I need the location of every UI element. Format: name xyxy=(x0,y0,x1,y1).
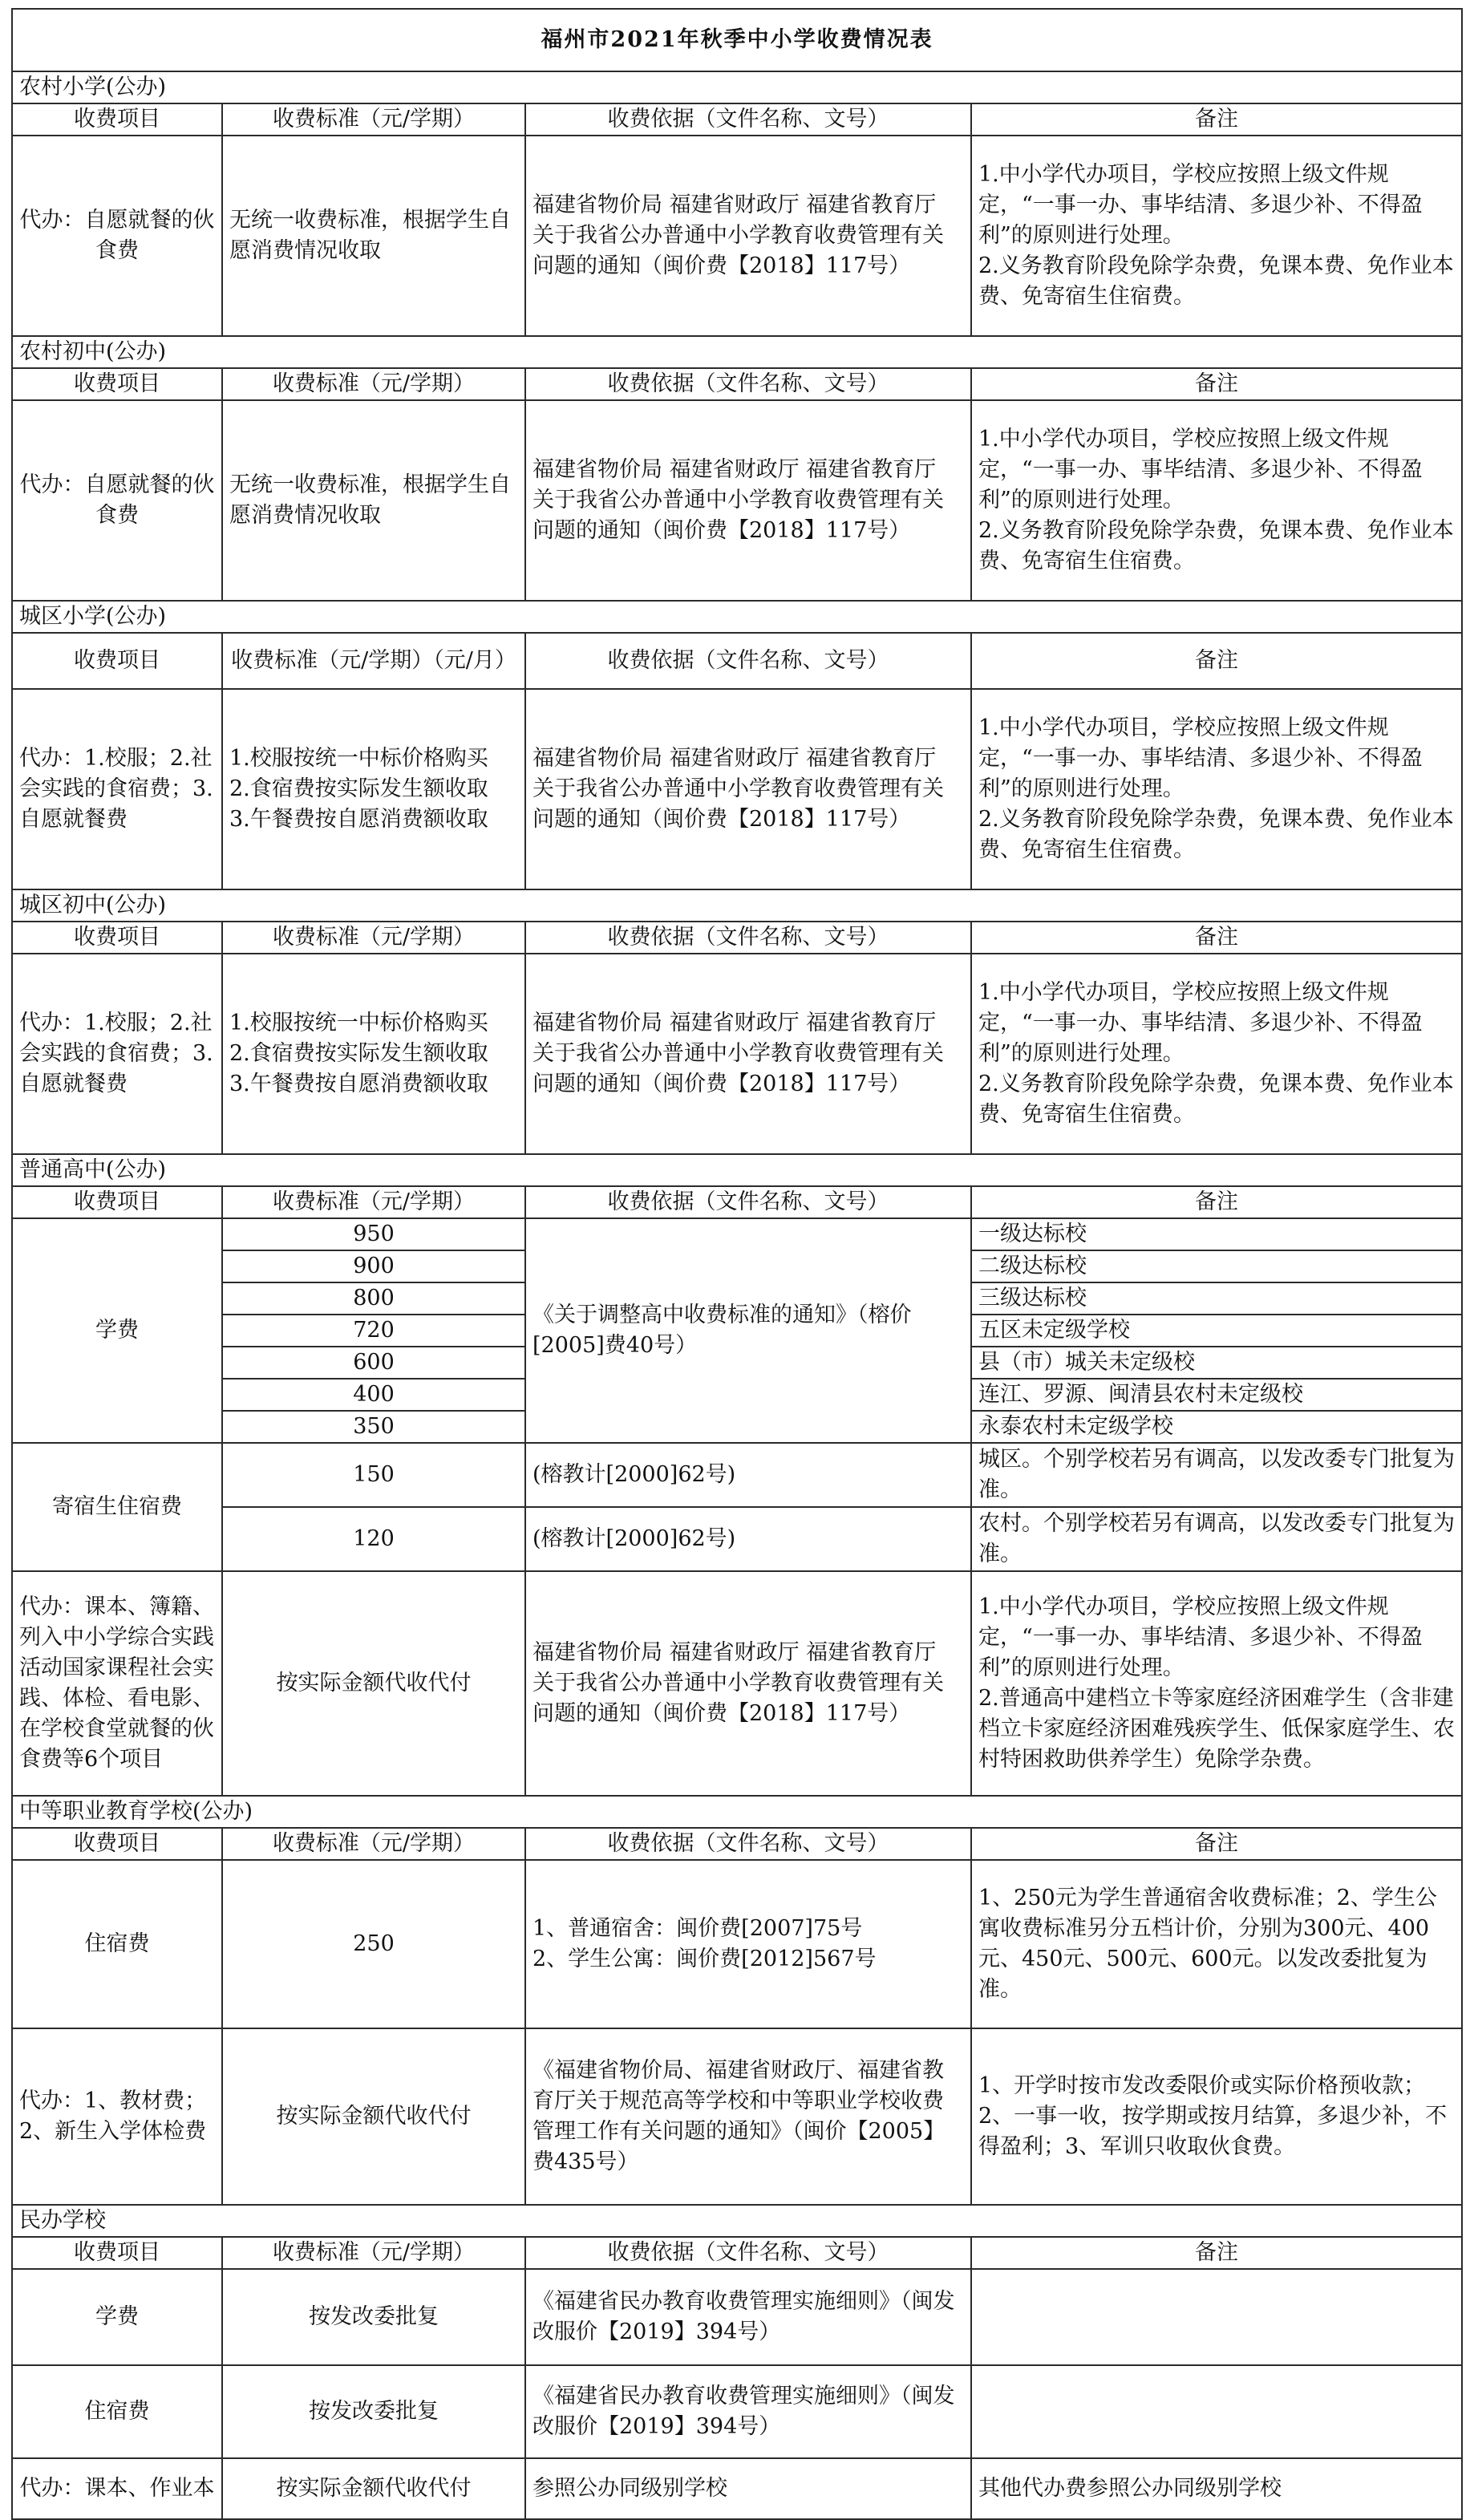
cell-standard: 120 xyxy=(222,1507,525,1571)
cell-item: 学费 xyxy=(12,2269,222,2365)
header-item: 收费项目 xyxy=(12,368,222,400)
header-standard: 收费标准（元/学期） xyxy=(222,2237,525,2269)
header-remark: 备注 xyxy=(971,922,1462,954)
cell-standard: 按发改委批复 xyxy=(222,2365,525,2458)
cell-standard: 800 xyxy=(222,1282,525,1315)
cell-standard: 1.校服按统一中标价格购买 2.食宿费按实际发生额收取 3.午餐费按自愿消费额收取 xyxy=(222,689,525,889)
cell-standard: 无统一收费标准，根据学生自愿消费情况收取 xyxy=(222,136,525,336)
table-row xyxy=(12,2269,1462,2365)
cell-remark: 1.中小学代办项目，学校应按照上级文件规定，“一事一办、事毕结清、多退少补、不得盈利”的原则进行处理。 2.义务教育阶段免除学杂费，免课本费、免作业本费、免寄宿生住宿费。 xyxy=(971,689,1462,889)
cell-remark xyxy=(971,2269,1462,2365)
header-standard: 收费标准（元/学期） xyxy=(222,922,525,954)
table-row xyxy=(12,2365,1462,2458)
table-row xyxy=(12,689,1462,889)
cell-basis: 参照公办同级别学校 xyxy=(525,2458,971,2519)
cell-remark: 五区未定级学校 xyxy=(971,1315,1462,1347)
cell-remark: 一级达标校 xyxy=(971,1218,1462,1250)
section-title-rural-junior: 农村初中(公办) xyxy=(12,336,1462,368)
cell-item: 代办：自愿就餐的伙食费 xyxy=(12,400,222,601)
cell-remark: 1.中小学代办项目，学校应按照上级文件规定，“一事一办、事毕结清、多退少补、不得盈利”的原则进行处理。 2.义务教育阶段免除学杂费，免课本费、免作业本费、免寄宿生住宿费。 xyxy=(971,136,1462,336)
header-remark: 备注 xyxy=(971,1186,1462,1218)
cell-basis: 《福建省民办教育收费管理实施细则》（闽发改服价【2019】394号） xyxy=(525,2269,971,2365)
header-basis: 收费依据（文件名称、文号） xyxy=(525,633,971,689)
section-title-senior-high: 普通高中(公办) xyxy=(12,1154,1462,1186)
table-row xyxy=(12,1860,1462,2028)
header-item: 收费项目 xyxy=(12,1828,222,1860)
page-title: 福州市2021年秋季中小学收费情况表 xyxy=(12,9,1462,71)
cell-standard: 按实际金额代收代付 xyxy=(222,2458,525,2519)
cell-item: 代办：自愿就餐的伙食费 xyxy=(12,136,222,336)
table-row xyxy=(12,1571,1462,1796)
cell-remark: 其他代办费参照公办同级别学校 xyxy=(971,2458,1462,2519)
table-row xyxy=(12,2028,1462,2205)
cell-standard: 720 xyxy=(222,1315,525,1347)
cell-basis: 福建省物价局 福建省财政厅 福建省教育厅 关于我省公办普通中小学教育收费管理有关问题的通知（闽价费【2018】117号） xyxy=(525,1571,971,1796)
cell-standard: 900 xyxy=(222,1250,525,1282)
cell-standard: 250 xyxy=(222,1860,525,2028)
cell-item-tuition: 学费 xyxy=(12,1218,222,1443)
header-remark: 备注 xyxy=(971,2237,1462,2269)
section-title-vocational: 中等职业教育学校(公办) xyxy=(12,1796,1462,1828)
cell-remark: 1.中小学代办项目，学校应按照上级文件规定，“一事一办、事毕结清、多退少补、不得盈利”的原则进行处理。 2.义务教育阶段免除学杂费，免课本费、免作业本费、免寄宿生住宿费。 xyxy=(971,954,1462,1154)
cell-standard: 950 xyxy=(222,1218,525,1250)
cell-item-boarding: 寄宿生住宿费 xyxy=(12,1443,222,1571)
fee-table xyxy=(11,8,1463,2520)
section-title-urban-primary: 城区小学(公办) xyxy=(12,601,1462,633)
cell-remark: 1、开学时按市发改委限价或实际价格预收款；2、一事一收，按学期或按月结算，多退少补，不得盈利；3、军训只收取伙食费。 xyxy=(971,2028,1462,2205)
header-item: 收费项目 xyxy=(12,2237,222,2269)
cell-remark: 城区。个别学校若另有调高，以发改委专门批复为准。 xyxy=(971,1443,1462,1507)
header-item: 收费项目 xyxy=(12,103,222,136)
cell-remark: 县（市）城关未定级校 xyxy=(971,1347,1462,1379)
cell-basis: 福建省物价局 福建省财政厅 福建省教育厅 关于我省公办普通中小学教育收费管理有关问题的通知（闽价费【2018】117号） xyxy=(525,400,971,601)
header-remark: 备注 xyxy=(971,633,1462,689)
cell-standard: 350 xyxy=(222,1411,525,1443)
table-row xyxy=(12,136,1462,336)
cell-standard: 按实际金额代收代付 xyxy=(222,2028,525,2205)
header-basis: 收费依据（文件名称、文号） xyxy=(525,2237,971,2269)
cell-remark xyxy=(971,2365,1462,2458)
cell-basis: 1、普通宿舍：闽价费[2007]75号 2、学生公寓：闽价费[2012]567号 xyxy=(525,1860,971,2028)
header-item: 收费项目 xyxy=(12,922,222,954)
cell-item: 住宿费 xyxy=(12,2365,222,2458)
cell-basis: (榕教计[2000]62号) xyxy=(525,1507,971,1571)
cell-standard: 按实际金额代收代付 xyxy=(222,1571,525,1796)
cell-basis: 《福建省民办教育收费管理实施细则》（闽发改服价【2019】394号） xyxy=(525,2365,971,2458)
header-remark: 备注 xyxy=(971,1828,1462,1860)
table-row xyxy=(12,954,1462,1154)
section-title-urban-junior: 城区初中(公办) xyxy=(12,889,1462,922)
cell-standard: 1.校服按统一中标价格购买 2.食宿费按实际发生额收取 3.午餐费按自愿消费额收取 xyxy=(222,954,525,1154)
cell-remark: 1.中小学代办项目，学校应按照上级文件规定，“一事一办、事毕结清、多退少补、不得盈利”的原则进行处理。 2.义务教育阶段免除学杂费，免课本费、免作业本费、免寄宿生住宿费。 xyxy=(971,400,1462,601)
header-basis: 收费依据（文件名称、文号） xyxy=(525,368,971,400)
cell-basis-tuition: 《关于调整高中收费标准的通知》（榕价[2005]费40号） xyxy=(525,1218,971,1443)
header-basis: 收费依据（文件名称、文号） xyxy=(525,1186,971,1218)
table-row xyxy=(12,400,1462,601)
cell-basis: 福建省物价局 福建省财政厅 福建省教育厅 关于我省公办普通中小学教育收费管理有关问题的通知（闽价费【2018】117号） xyxy=(525,689,971,889)
header-basis: 收费依据（文件名称、文号） xyxy=(525,922,971,954)
header-standard: 收费标准（元/学期） xyxy=(222,1186,525,1218)
cell-standard: 150 xyxy=(222,1443,525,1507)
table-row xyxy=(12,1218,1462,1250)
table-row xyxy=(12,2458,1462,2519)
cell-basis: 福建省物价局 福建省财政厅 福建省教育厅 关于我省公办普通中小学教育收费管理有关问题的通知（闽价费【2018】117号） xyxy=(525,136,971,336)
section-title-rural-primary: 农村小学(公办) xyxy=(12,71,1462,103)
cell-item: 住宿费 xyxy=(12,1860,222,2028)
cell-basis: (榕教计[2000]62号) xyxy=(525,1443,971,1507)
cell-standard: 无统一收费标准，根据学生自愿消费情况收取 xyxy=(222,400,525,601)
header-basis: 收费依据（文件名称、文号） xyxy=(525,1828,971,1860)
header-standard: 收费标准（元/学期）（元/月） xyxy=(222,633,525,689)
cell-item: 代办：课本、作业本 xyxy=(12,2458,222,2519)
cell-remark: 三级达标校 xyxy=(971,1282,1462,1315)
cell-remark: 1.中小学代办项目，学校应按照上级文件规定，“一事一办、事毕结清、多退少补、不得盈利”的原则进行处理。 2.普通高中建档立卡等家庭经济困难学生（含非建档立卡家庭经济困难残疾学生、低保家庭学生、农村特困救助供养学生）免除学杂费。 xyxy=(971,1571,1462,1796)
cell-remark: 永泰农村未定级学校 xyxy=(971,1411,1462,1443)
cell-remark: 二级达标校 xyxy=(971,1250,1462,1282)
cell-item-agency: 代办：课本、簿籍、列入中小学综合实践活动国家课程社会实践、体检、看电影、在学校食堂就餐的伙食费等6个项目 xyxy=(12,1571,222,1796)
section-title-private: 民办学校 xyxy=(12,2205,1462,2237)
header-remark: 备注 xyxy=(971,368,1462,400)
cell-remark: 农村。个别学校若另有调高，以发改委专门批复为准。 xyxy=(971,1507,1462,1571)
header-standard: 收费标准（元/学期） xyxy=(222,368,525,400)
header-remark: 备注 xyxy=(971,103,1462,136)
cell-item: 代办：1.校服；2.社会实践的食宿费；3.自愿就餐费 xyxy=(12,689,222,889)
cell-remark: 1、250元为学生普通宿舍收费标准；2、学生公寓收费标准另分五档计价，分别为300元、400元、450元、500元、600元。以发改委批复为准。 xyxy=(971,1860,1462,2028)
cell-standard: 按发改委批复 xyxy=(222,2269,525,2365)
cell-item: 代办：1.校服；2.社会实践的食宿费；3.自愿就餐费 xyxy=(12,954,222,1154)
cell-standard: 600 xyxy=(222,1347,525,1379)
header-standard: 收费标准（元/学期） xyxy=(222,1828,525,1860)
cell-basis: 福建省物价局 福建省财政厅 福建省教育厅 关于我省公办普通中小学教育收费管理有关问题的通知（闽价费【2018】117号） xyxy=(525,954,971,1154)
cell-basis: 《福建省物价局、福建省财政厅、福建省教育厅关于规范高等学校和中等职业学校收费管理工作有关问题的通知》（闽价【2005】费435号） xyxy=(525,2028,971,2205)
cell-item: 代办：1、教材费；2、新生入学体检费 xyxy=(12,2028,222,2205)
header-standard: 收费标准（元/学期） xyxy=(222,103,525,136)
table-row xyxy=(12,1443,1462,1507)
cell-standard: 400 xyxy=(222,1379,525,1411)
header-basis: 收费依据（文件名称、文号） xyxy=(525,103,971,136)
table-row xyxy=(12,1507,1462,1571)
header-item: 收费项目 xyxy=(12,633,222,689)
cell-remark: 连江、罗源、闽清县农村未定级校 xyxy=(971,1379,1462,1411)
header-item: 收费项目 xyxy=(12,1186,222,1218)
